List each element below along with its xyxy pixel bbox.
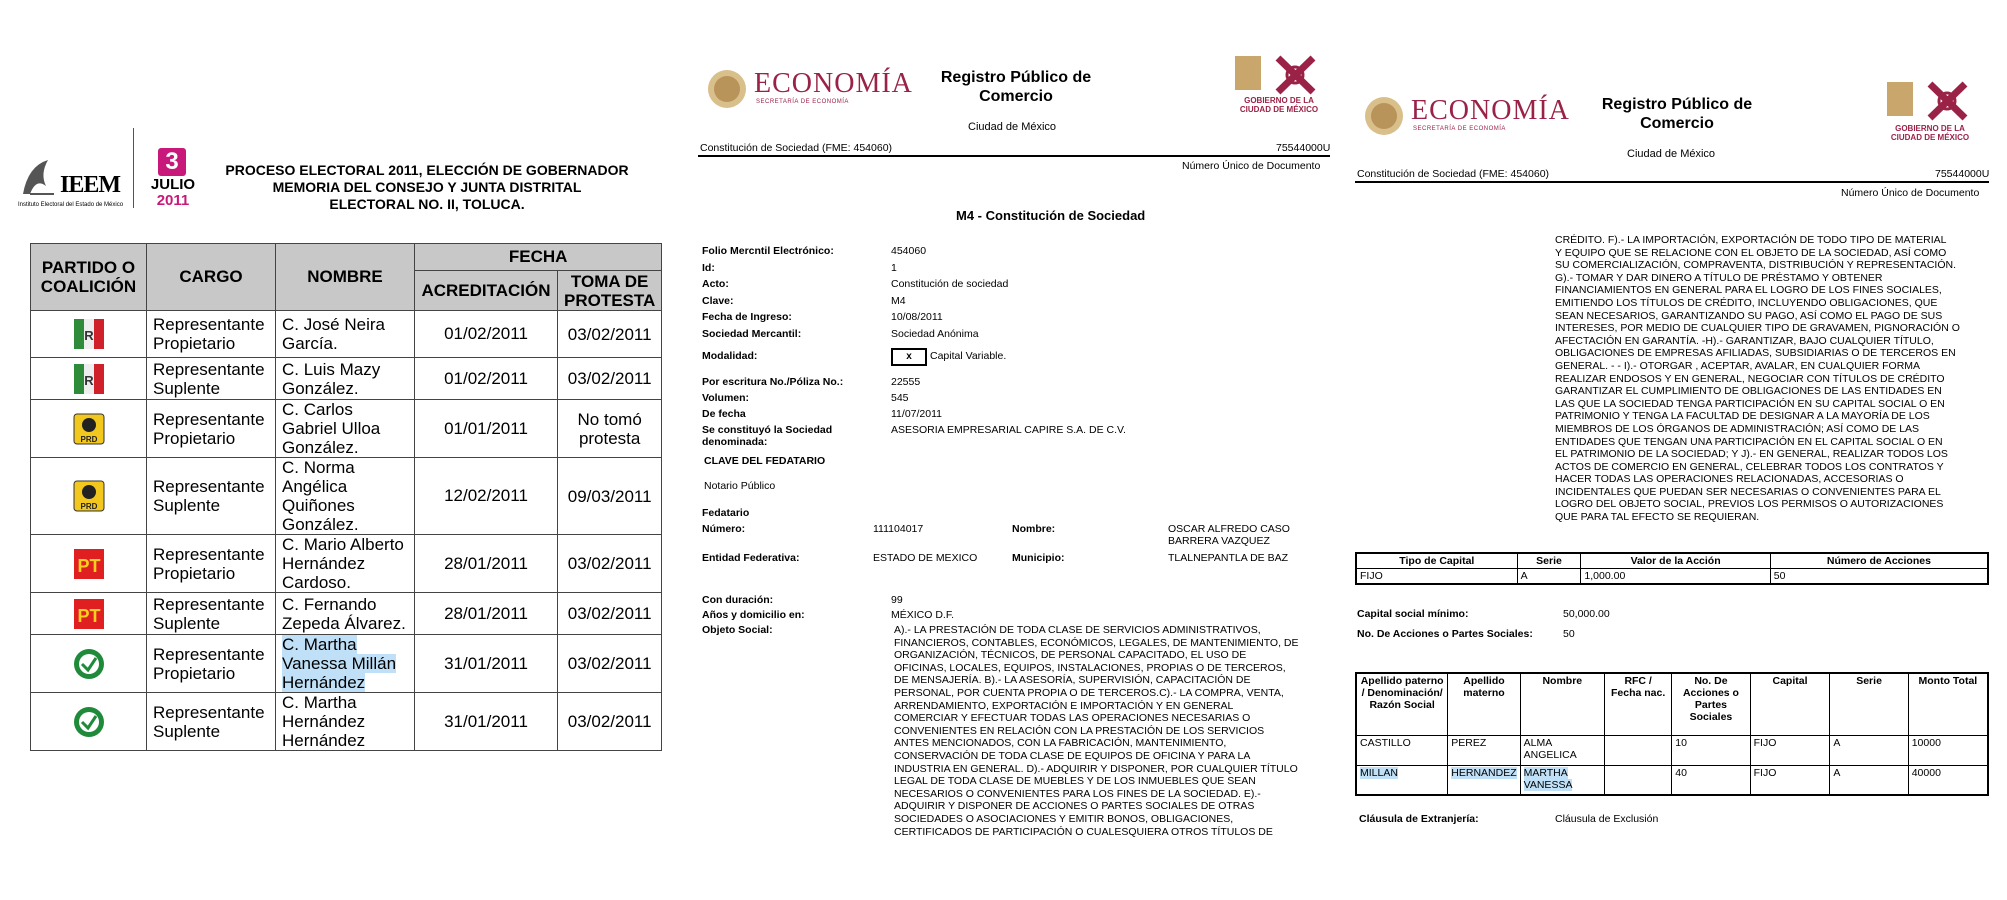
nombre-text: C. Fernando Zepeda Álvarez. bbox=[282, 594, 406, 633]
capital-header: Valor de la Acción bbox=[1581, 553, 1770, 569]
nombre-cell bbox=[276, 311, 415, 358]
field-label: Id: bbox=[702, 261, 715, 274]
anos-value: MÉXICO D.F. bbox=[891, 609, 955, 621]
text-line: INCIDENTALES QUE PUEDAN SER NECESARIAS O CONVENIENTES PARA EL bbox=[1555, 485, 1941, 498]
cargo-cell: Representante Suplente bbox=[147, 458, 276, 535]
svg-text:PRD: PRD bbox=[80, 434, 97, 444]
partner-cell-text: CASTILLO bbox=[1360, 736, 1411, 749]
ieem-document-panel bbox=[0, 0, 690, 900]
table-row bbox=[31, 535, 662, 593]
table-row bbox=[31, 400, 662, 458]
header-rule bbox=[1355, 181, 1989, 183]
toma-cell: 09/03/2011 bbox=[558, 458, 662, 535]
nombre-cell bbox=[276, 593, 415, 635]
table-row bbox=[31, 358, 662, 400]
party-cell bbox=[31, 358, 147, 400]
nombre-value: OSCAR ALFREDO CASO BARRERA VAZQUEZ bbox=[1168, 523, 1290, 547]
partner-cell-text: MARTHA VANESSA bbox=[1523, 766, 1573, 791]
badge-day: 3 bbox=[158, 148, 186, 176]
prd-logo-icon bbox=[72, 412, 106, 446]
partner-cell-text: FIJO bbox=[1753, 736, 1777, 749]
pvem-logo-icon bbox=[72, 705, 106, 739]
text-line: ARRENDAMIENTO, EXPORTACIÓN E IMPORTACIÓN Y EN GENERAL bbox=[894, 699, 1234, 712]
modalidad-value: Capital Variable. bbox=[930, 350, 1007, 362]
partner-cell-text: FIJO bbox=[1753, 766, 1777, 779]
field-value: 11/07/2011 bbox=[891, 408, 942, 420]
partner-cell bbox=[1830, 765, 1908, 795]
text-line: ANTES MENCIONADOS, CON LA FABRICACIÓN, MANTENIMIENTO, bbox=[894, 737, 1227, 750]
field-label: Fecha de Ingreso: bbox=[702, 311, 792, 323]
partner-cell bbox=[1605, 765, 1672, 795]
field-label: Volumen: bbox=[702, 392, 750, 404]
text-line: CONVENIENTES EN RELACIÓN CON LA PRESTACIÓN DE LOS SERVICIOS bbox=[894, 724, 1265, 737]
toma-cell: 03/02/2011 bbox=[558, 358, 662, 400]
partner-cell bbox=[1750, 735, 1830, 765]
cargo-cell: Representante Propietario bbox=[147, 535, 276, 593]
pt-logo-icon bbox=[72, 547, 106, 581]
logo-divider bbox=[133, 128, 134, 208]
col-fecha: FECHA bbox=[415, 244, 662, 271]
party-cell bbox=[31, 535, 147, 593]
acciones-value: 50 bbox=[1563, 628, 1575, 640]
capital-cell: 1,000.00 bbox=[1581, 569, 1770, 585]
pt-logo-icon bbox=[72, 597, 106, 631]
header-line: PROCESO ELECTORAL 2011, ELECCIÓN DE GOBERNADOR bbox=[225, 162, 629, 178]
table-row bbox=[31, 635, 662, 693]
nombre-cell bbox=[276, 400, 415, 458]
header-line: MEMORIA DEL CONSEJO Y JUNTA DISTRITAL bbox=[272, 179, 582, 195]
text-line: FINANCIEROS, CONTABLES, ECONÓMICOS, LEGALES, DE MANTENIMIENTO, DE bbox=[894, 636, 1299, 649]
partner-cell-text: HERNANDEZ bbox=[1451, 766, 1517, 779]
capital-header: Número de Acciones bbox=[1770, 553, 1988, 569]
text-line: PATRIMONIO Y TENGA LA FACULTAD DE DESIGNAR A LA MAYORÍA DE LOS bbox=[1555, 410, 1930, 423]
capital-min-value: 50,000.00 bbox=[1563, 608, 1610, 620]
text-line: HACER TODAS LAS OPERACIONES RELACIONADAS, ACCESORIAS O bbox=[1555, 473, 1904, 486]
economia-subtitle: SECRETARÍA DE ECONOMÍA bbox=[756, 99, 849, 105]
text-line: ADQUIRIR Y DISPONER DE ACCIONES O PARTES SOCIALES DE OTRAS bbox=[894, 800, 1255, 813]
partner-cell-text: PEREZ bbox=[1451, 736, 1487, 749]
nombre-cell bbox=[276, 535, 415, 593]
acreditacion-cell: 01/02/2011 bbox=[415, 358, 558, 400]
partners-header: Nombre bbox=[1520, 673, 1604, 735]
nombre-cell bbox=[276, 458, 415, 535]
svg-text:PT: PT bbox=[76, 555, 101, 576]
economia-brand: ECONOMÍA bbox=[754, 68, 913, 99]
partner-cell bbox=[1830, 735, 1908, 765]
toma-cell: 03/02/2011 bbox=[558, 311, 662, 358]
registry-title: Registro Público de Comercio bbox=[940, 69, 1092, 105]
text-line: SEAN NECESARIOS, GARANTIZANDO SU PAGO, ASÍ COMO EL PAGO DE SUS bbox=[1555, 309, 1943, 322]
text-line: LOGRO DEL OBJETO SOCIAL, PREVIOS LOS PERMISOS O AUTORIZACIONES bbox=[1555, 498, 1944, 511]
capital-cell: 50 bbox=[1770, 569, 1988, 585]
nombre-cell bbox=[276, 635, 415, 693]
capital-header: Tipo de Capital bbox=[1356, 553, 1517, 569]
field-value: M4 bbox=[891, 294, 906, 307]
partner-cell-text: 10 bbox=[1675, 736, 1687, 749]
text-line: CRÉDITO. F).- LA IMPORTACIÓN, EXPORTACIÓN DE TODO TIPO DE MATERIAL bbox=[1555, 234, 1947, 246]
party-cell bbox=[31, 400, 147, 458]
partner-cell-text: MILLAN bbox=[1360, 766, 1398, 779]
doc-number: 75544000U bbox=[1276, 142, 1331, 154]
partner-row bbox=[1356, 765, 1988, 795]
capital-header: Serie bbox=[1517, 553, 1581, 569]
field-label: Por escritura No./Póliza No.: bbox=[702, 376, 844, 388]
field-value: 10/08/2011 bbox=[891, 311, 943, 323]
act-heading: M4 - Constitución de Sociedad bbox=[956, 208, 1146, 223]
pvem-logo-icon bbox=[72, 647, 106, 681]
modalidad-checkbox: x bbox=[891, 348, 927, 366]
table-row bbox=[31, 458, 662, 535]
election-date-badge bbox=[146, 148, 200, 212]
partners-header: Serie bbox=[1830, 673, 1908, 735]
doc-number-label: Número Único de Documento bbox=[1182, 160, 1321, 172]
national-seal-icon bbox=[706, 68, 748, 110]
text-line: PERSONAL, POR CUENTA PROPIA O DE TERCEROS.C).- LA COMPRA, VENTA, bbox=[894, 686, 1284, 699]
text-line: ENTIDADES QUE TENGAN UNA PARTICIPACIÓN EN EL CAPITAL SOCIAL O EN bbox=[1555, 435, 1943, 448]
text-line: LEGAL DE TODA CLASE DE MUEBLES Y DE LOS INMUEBLES QUE SEAN bbox=[894, 775, 1256, 788]
duracion-value: 99 bbox=[891, 594, 903, 606]
partner-cell bbox=[1750, 765, 1830, 795]
cargo-cell: Representante Suplente bbox=[147, 593, 276, 635]
partner-cell-text: A bbox=[1833, 736, 1841, 749]
representatives-table bbox=[30, 243, 662, 751]
nombre-text: C. Carlos Gabriel Ulloa González. bbox=[282, 400, 381, 457]
partners-header: Apellido paterno / Denominación/ Razón Social bbox=[1356, 673, 1448, 735]
toma-cell: 03/02/2011 bbox=[558, 635, 662, 693]
acreditacion-cell: 12/02/2011 bbox=[415, 458, 558, 535]
registry-title: Registro Público de Comercio bbox=[1601, 96, 1753, 132]
partner-cell bbox=[1448, 765, 1520, 795]
cargo-cell: Representante Propietario bbox=[147, 311, 276, 358]
text-line: OBLIGACIONES DE EMPRESAS AFILIADAS, SUBSIDIARIAS O DE TERCEROS EN bbox=[1555, 347, 1956, 360]
nombre-text: C. Mario Alberto Hernández Cardoso. bbox=[282, 535, 404, 592]
text-line: DE MENSAJERÍA. B).- LA ASESORÍA, SUPERVISIÓN, CAPACITACIÓN DE bbox=[894, 674, 1251, 687]
text-line: CONSERVACIÓN DE TODA CLASE DE EQUIPOS DE OFICINA Y PARA LA bbox=[894, 749, 1251, 762]
gob-line: CIUDAD DE MÉXICO bbox=[1239, 105, 1319, 114]
capital-cell: A bbox=[1517, 569, 1581, 585]
col-acreditacion: ACREDITACIÓN bbox=[415, 271, 558, 311]
table-row bbox=[31, 693, 662, 751]
partner-cell bbox=[1520, 765, 1604, 795]
badge-month: JULIO bbox=[150, 176, 196, 193]
capital-cell: FIJO bbox=[1356, 569, 1517, 585]
header-line: ELECTORAL NO. II, TOLUCA. bbox=[329, 196, 525, 212]
text-line: COMERCIAR Y EFECTUAR TODAS LAS OPERACIONES NECESARIAS O bbox=[894, 712, 1251, 725]
text-line: A).- LA PRESTACIÓN DE TODA CLASE DE SERVICIOS ADMINISTRATIVOS, bbox=[894, 624, 1261, 636]
partner-cell-text: ALMA ANGELICA bbox=[1523, 736, 1577, 761]
text-line: GENERAL. - - I).- OTORGAR , ACEPTAR, AVALAR, EN CUALQUIER FORMA bbox=[1555, 359, 1921, 372]
pri-logo-icon bbox=[72, 317, 106, 351]
cargo-cell: Representante Propietario bbox=[147, 400, 276, 458]
partner-cell-text: A bbox=[1833, 766, 1841, 779]
field-value: 1 bbox=[891, 261, 897, 274]
partner-cell bbox=[1605, 735, 1672, 765]
badge-year: 2011 bbox=[156, 192, 190, 209]
toma-cell: 03/02/2011 bbox=[558, 535, 662, 593]
partners-header: No. De Acciones o Partes Sociales bbox=[1672, 673, 1750, 735]
text-line: MIEMBROS DE LOS ÓRGANOS DE ADMINISTRACIÓN; ASÍ COMO DE LAS bbox=[1555, 422, 1920, 435]
anos-label: Años y domicilio en: bbox=[702, 609, 805, 621]
cargo-cell: Representante Suplente bbox=[147, 358, 276, 400]
national-seal-icon bbox=[1363, 95, 1405, 137]
text-line: GARANTIZAR EL CUMPLIMIENTO DE OBLIGACIONES DE LAS ENTIDADES EN bbox=[1555, 385, 1942, 398]
nombre-text: C. Martha Hernández Hernández bbox=[282, 693, 366, 750]
ieem-header bbox=[212, 162, 642, 213]
cdmx-text bbox=[1234, 96, 1324, 114]
text-line: EMITIENDO LOS TÍTULOS DE CRÉDITO, INCLUYENDO OBLIGACIONES, QUE bbox=[1555, 296, 1938, 309]
text-line: REALIZAR ENDOSOS Y EN GENERAL, NEGOCIAR CON TÍTULOS DE CRÉDITO bbox=[1555, 372, 1945, 385]
acreditacion-cell: 31/01/2011 bbox=[415, 635, 558, 693]
notario-label: Notario Público bbox=[704, 480, 776, 492]
partner-cell bbox=[1672, 765, 1750, 795]
text-line: NECESARIOS O CONVENIENTES PARA LOS FINES DE LA SOCIEDAD. E).- bbox=[894, 787, 1261, 800]
gob-line: GOBIERNO DE LA bbox=[1244, 96, 1314, 105]
text-line: OFICINAS, LOCALES, EQUIPOS, INSTALACIONES, PROPIAS O DE TERCEROS, bbox=[894, 661, 1286, 674]
field-label: Sociedad Mercantil: bbox=[702, 327, 802, 340]
svg-text:R: R bbox=[83, 372, 94, 388]
fedatario-label: Fedatario bbox=[702, 507, 750, 519]
toma-cell: 03/02/2011 bbox=[558, 593, 662, 635]
partner-cell bbox=[1356, 765, 1448, 795]
doc-number: 75544000U bbox=[1935, 168, 1990, 180]
text-line: SOCIEDADES O ASOCIACIONES Y EMITIR BONOS, OBLIGACIONES, bbox=[894, 812, 1234, 825]
acreditacion-cell: 28/01/2011 bbox=[415, 593, 558, 635]
text-line: G).- TOMAR Y DAR DINERO A TÍTULO DE PRÉSTAMO Y OBTENER bbox=[1555, 271, 1883, 284]
svg-text:PT: PT bbox=[76, 605, 101, 626]
municipio-label: Municipio: bbox=[1012, 552, 1065, 564]
field-value: Constitución de sociedad bbox=[891, 278, 1009, 290]
acreditacion-cell: 01/02/2011 bbox=[415, 311, 558, 358]
acreditacion-cell: 31/01/2011 bbox=[415, 693, 558, 751]
toma-cell: No tomó protesta bbox=[558, 400, 662, 458]
field-value: 545 bbox=[891, 392, 909, 404]
partner-cell bbox=[1672, 735, 1750, 765]
gob-line: CIUDAD DE MÉXICO bbox=[1890, 133, 1970, 142]
text-line: LAS QUE LA SOCIEDAD TENGA PARTICIPACIÓN EN SU CAPITAL SOCIAL O EN bbox=[1555, 397, 1945, 410]
constitucion-label: Constitución de Sociedad (FME: 454060) bbox=[1357, 168, 1550, 180]
nombre-text: C. Norma Angélica Quiñones González. bbox=[282, 458, 359, 534]
acciones-label: No. De Acciones o Partes Sociales: bbox=[1357, 628, 1533, 640]
ieem-logo-subtitle: Instituto Electoral del Estado de México bbox=[18, 202, 124, 208]
partner-cell bbox=[1356, 735, 1448, 765]
text-line: EL PATRIMONIO DE LA SOCIEDAD; Y J).- EN GENERAL, REALIZAR TODOS LOS bbox=[1555, 448, 1948, 461]
header-rule bbox=[698, 155, 1330, 157]
partner-cell bbox=[1448, 735, 1520, 765]
partner-cell bbox=[1908, 735, 1988, 765]
constitucion-label: Constitución de Sociedad (FME: 454060) bbox=[700, 142, 893, 154]
rpc-page-1 bbox=[698, 0, 1338, 900]
capital-table bbox=[1355, 552, 1989, 585]
nombre-text: C. Luis Mazy González. bbox=[282, 359, 381, 398]
svg-text:R: R bbox=[83, 328, 94, 343]
ieem-logo-text: IEEM bbox=[60, 172, 121, 198]
acreditacion-cell: 01/01/2011 bbox=[415, 400, 558, 458]
registry-city: Ciudad de México bbox=[968, 121, 1057, 133]
municipio-value: TLALNEPANTLA DE BAZ bbox=[1168, 552, 1289, 564]
partner-cell bbox=[1908, 765, 1988, 795]
text-line: SU COMERCIALIZACIÓN, COMPRAVENTA, DISTRIBUCIÓN Y REPRESENTACIÓN. bbox=[1555, 259, 1956, 272]
text-line: INDUSTRIA EN GENERAL. D).- ADQUIRIR Y DISPONER, POR CUALQUIER TÍTULO bbox=[894, 762, 1298, 775]
col-nombre: NOMBRE bbox=[276, 244, 415, 311]
ieem-logo bbox=[18, 150, 138, 210]
objeto-social-continued bbox=[1555, 234, 1995, 524]
pri-logo-icon bbox=[72, 362, 106, 396]
objeto-label: Objeto Social: bbox=[702, 624, 773, 636]
prd-logo-icon bbox=[72, 479, 106, 513]
party-cell bbox=[31, 693, 147, 751]
numero-value: 111104017 bbox=[873, 523, 924, 535]
text-line: Y EQUIPO QUE SE RELACIONE CON EL OBJETO DE LA SOCIEDAD, ASÍ COMO bbox=[1555, 246, 1947, 259]
field-label: De fecha bbox=[702, 408, 746, 420]
svg-text:PRD: PRD bbox=[80, 502, 97, 511]
party-cell bbox=[31, 593, 147, 635]
table-row bbox=[31, 311, 662, 358]
partners-header: Capital bbox=[1750, 673, 1830, 735]
objeto-social-text bbox=[894, 624, 1334, 838]
partners-table bbox=[1355, 672, 1989, 796]
registry-city: Ciudad de México bbox=[1627, 148, 1716, 160]
field-value: 22555 bbox=[891, 376, 921, 388]
nombre-cell bbox=[276, 693, 415, 751]
field-label: Clave: bbox=[702, 294, 734, 307]
field-value: 454060 bbox=[891, 245, 927, 257]
capital-min-label: Capital social mínimo: bbox=[1357, 608, 1469, 620]
cargo-cell: Representante Propietario bbox=[147, 635, 276, 693]
clausula-label: Cláusula de Extranjería: bbox=[1359, 813, 1479, 825]
col-toma: TOMA DE PROTESTA bbox=[558, 271, 662, 311]
nombre-text: C. José Neira García. bbox=[282, 315, 385, 353]
partner-row bbox=[1356, 735, 1988, 765]
clausula-value: Cláusula de Exclusión bbox=[1555, 813, 1659, 825]
duracion-label: Con duración: bbox=[702, 594, 774, 606]
gob-line: GOBIERNO DE LA bbox=[1895, 124, 1965, 133]
text-line: ORGANIZACIÓN, TÉCNICOS, DE PERSONAL CAPACITADO, EL USO DE bbox=[894, 649, 1247, 662]
cdmx-text bbox=[1885, 124, 1975, 142]
constituyo-value: ASESORIA EMPRESARIAL CAPIRE S.A. DE C.V. bbox=[891, 424, 1126, 436]
col-partido: PARTIDO O COALICIÓN bbox=[31, 244, 147, 311]
ieem-emblem-icon bbox=[18, 156, 58, 196]
constituyo-label: Se constituyó la Sociedad denominada: bbox=[702, 424, 833, 448]
nombre-cell bbox=[276, 358, 415, 400]
economia-brand: ECONOMÍA bbox=[1411, 95, 1570, 126]
economia-subtitle: SECRETARÍA DE ECONOMÍA bbox=[1413, 126, 1506, 132]
table-row bbox=[31, 593, 662, 635]
text-line: QUE PARA TAL EFECTO SE REQUIERAN. bbox=[1555, 511, 1760, 524]
field-label: Acto: bbox=[702, 278, 729, 290]
modalidad-label: Modalidad: bbox=[702, 350, 758, 362]
acreditacion-cell: 28/01/2011 bbox=[415, 535, 558, 593]
rpc-page-2 bbox=[1355, 0, 2007, 900]
clave-fedatario-label: CLAVE DEL FEDATARIO bbox=[704, 455, 826, 467]
text-line: CERTIFICADOS DE PARTICIPACIÓN O CUALESQUIERA OTROS TÍTULOS DE bbox=[894, 825, 1273, 838]
partner-cell-text: 40 bbox=[1675, 766, 1687, 779]
partner-cell-text: 40000 bbox=[1911, 766, 1941, 779]
cargo-cell: Representante Suplente bbox=[147, 693, 276, 751]
text-line: ACTOS DE COMERCIO EN GENERAL, CELEBRAR TODOS LOS CONTRATOS Y bbox=[1555, 460, 1944, 473]
field-label: Folio Mercntil Electrónico: bbox=[702, 245, 834, 257]
nombre-label: Nombre: bbox=[1012, 523, 1056, 535]
partners-header: Apellido materno bbox=[1448, 673, 1520, 735]
partner-cell bbox=[1520, 735, 1604, 765]
text-line: FINANCIAMIENTOS EN GENERAL PARA EL LOGRO DE LOS FINES SOCIALES, bbox=[1555, 284, 1942, 297]
nombre-text: C. Martha Vanessa Millán Hernández bbox=[282, 635, 397, 692]
entidad-label: Entidad Federativa: bbox=[702, 552, 800, 564]
numero-label: Número: bbox=[702, 523, 746, 535]
toma-cell: 03/02/2011 bbox=[558, 693, 662, 751]
entidad-value: ESTADO DE MEXICO bbox=[873, 552, 978, 564]
text-line: INTERESES, POR MEDIO DE CUALQUIER TIPO DE GRAVAMEN, PIGNORACIÓN O bbox=[1555, 322, 1960, 335]
col-cargo: CARGO bbox=[147, 244, 276, 311]
party-cell bbox=[31, 635, 147, 693]
text-line: AFECTACIÓN EN GARANTÍA. -H).- GARANTIZAR, BAJO CUALQUIER TÍTULO, bbox=[1555, 334, 1934, 347]
partner-cell-text: 10000 bbox=[1911, 736, 1941, 749]
field-value: Sociedad Anónima bbox=[891, 327, 979, 340]
partners-header: Monto Total bbox=[1908, 673, 1988, 735]
party-cell bbox=[31, 458, 147, 535]
party-cell bbox=[31, 311, 147, 358]
partners-header: RFC / Fecha nac. bbox=[1605, 673, 1672, 735]
doc-number-label: Número Único de Documento bbox=[1841, 187, 1980, 199]
